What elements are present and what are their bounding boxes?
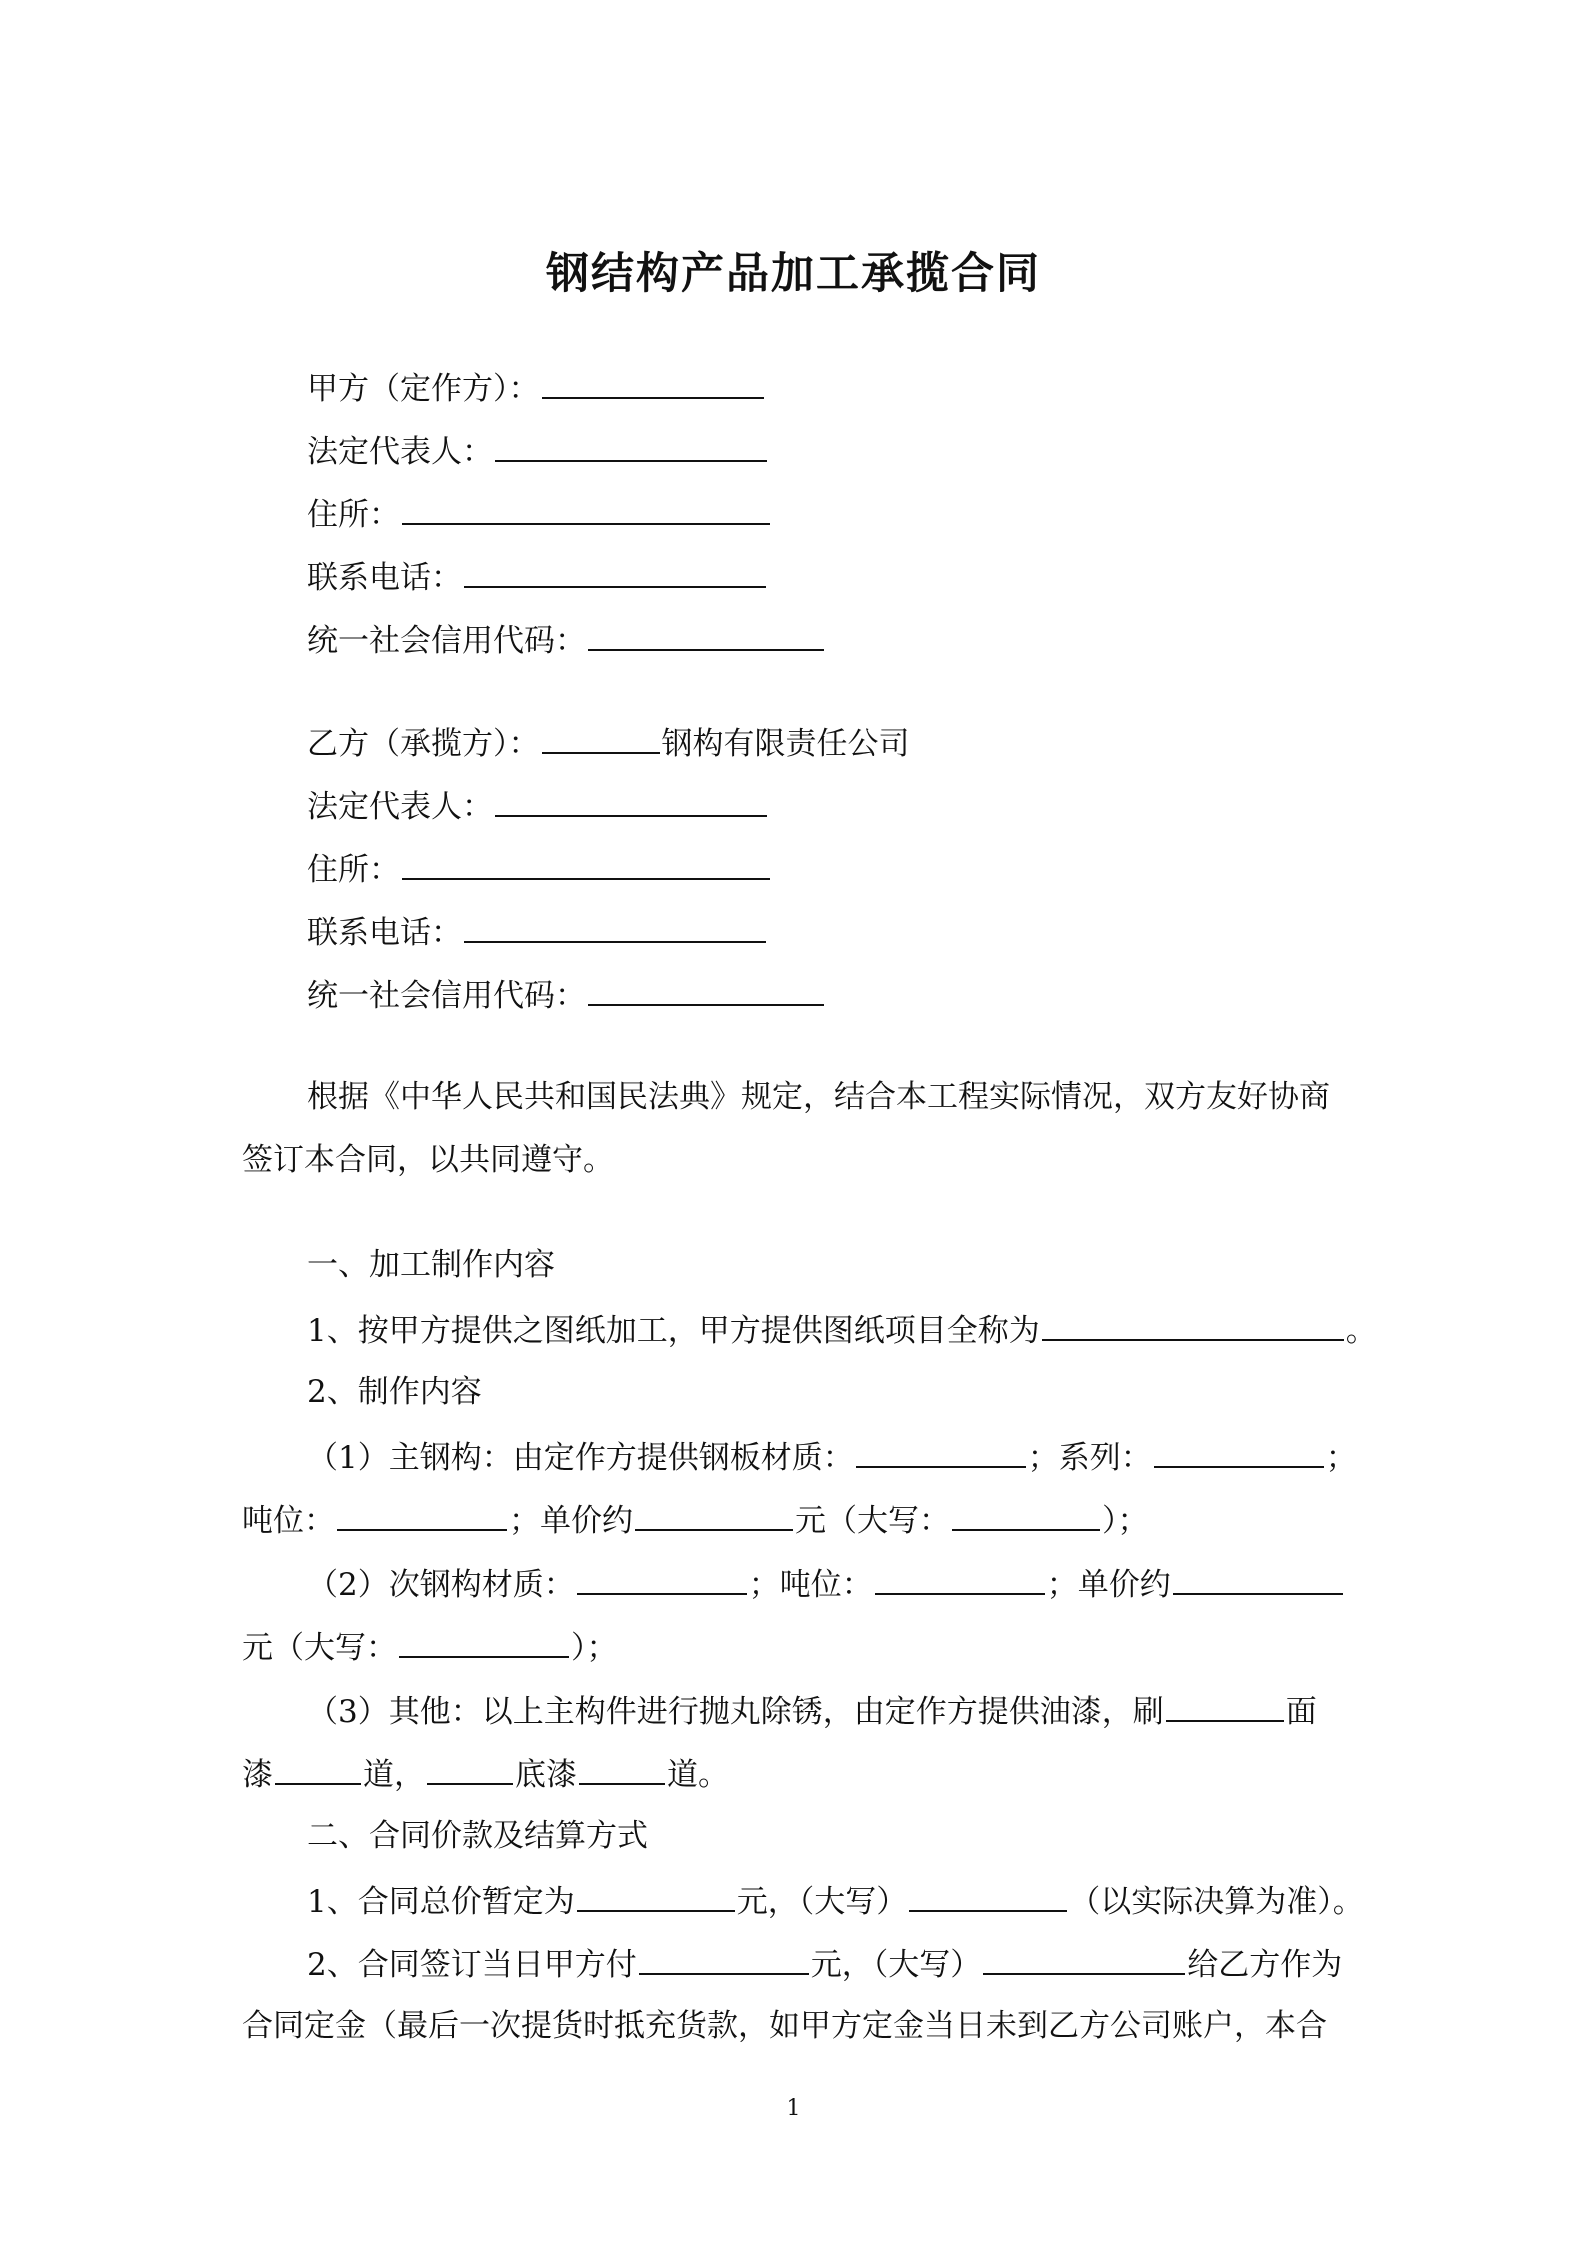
sub3-pass: 道，: [363, 1757, 425, 1793]
sub1-semicolon: ；: [1325, 1440, 1357, 1476]
section2-heading: 二、合同价款及结算方式: [307, 1818, 648, 1854]
secondary-material-blank: [577, 1563, 747, 1595]
section1-heading: 一、加工制作内容: [307, 1247, 555, 1283]
steel-material-blank: [856, 1436, 1026, 1468]
party-a-phone-label: 联系电话：: [307, 560, 462, 596]
party-b-phone-blank: [464, 911, 766, 943]
section2-item1: [307, 1880, 1364, 1922]
sub1-close: ）；: [1102, 1503, 1149, 1539]
party-b-name-line: [307, 722, 910, 764]
party-b-credit-label: 统一社会信用代码：: [307, 978, 586, 1014]
primer-type-blank: [427, 1753, 513, 1785]
party-b-address-label: 住所：: [307, 852, 400, 888]
series-blank: [1154, 1436, 1324, 1468]
party-a-rep-line: [307, 430, 769, 472]
party-a-name-line: [307, 367, 766, 409]
sub1-line-1: [307, 1436, 1357, 1478]
total-capital-label: 元，（大写）: [736, 1884, 908, 1920]
sub3-paint: 漆: [242, 1757, 273, 1793]
sub1-line-2: [242, 1499, 1149, 1541]
page-number: 1: [786, 2096, 801, 2121]
preamble-line-1: 根据《中华人民共和国民法典》规定，结合本工程实际情况，双方友好协商: [307, 1079, 1330, 1115]
deposit-to-party-b: 给乙方作为: [1187, 1947, 1343, 1983]
party-a-address-label: 住所：: [307, 497, 400, 533]
sub2-material-label: （2）次钢构材质：: [307, 1567, 575, 1603]
party-b-name-blank: [542, 722, 660, 754]
project-name-blank: [1042, 1309, 1344, 1341]
section1-item2: 2、制作内容: [307, 1374, 482, 1410]
deposit-label: 2、合同签订当日甲方付: [307, 1947, 637, 1983]
total-note: （以实际决算为准）。: [1069, 1884, 1364, 1920]
sub3-line-1: [307, 1690, 1317, 1732]
deposit-capital-blank: [983, 1943, 1185, 1975]
party-a-rep-label: 法定代表人：: [307, 434, 493, 470]
capital-blank: [952, 1499, 1100, 1531]
party-b-company-suffix: 钢构有限责任公司: [661, 726, 910, 762]
section2-item2-line-2: 合同定金（最后一次提货时抵充货款，如甲方定金当日未到乙方公司账户，本合: [242, 2008, 1327, 2044]
sub3-end: 道。: [667, 1757, 729, 1793]
sub2-line-2: [242, 1626, 618, 1668]
page-title: 钢结构产品加工承揽合同: [546, 249, 1041, 299]
party-b-phone-label: 联系电话：: [307, 915, 462, 951]
party-b-credit-blank: [588, 974, 824, 1006]
sub3-primer: 底漆: [515, 1757, 577, 1793]
party-a-credit-line: [307, 619, 826, 661]
total-capital-blank: [909, 1880, 1067, 1912]
secondary-capital-blank: [399, 1626, 569, 1658]
deposit-capital-label: 元，（大写）: [810, 1947, 982, 1983]
party-b-rep-blank: [495, 785, 767, 817]
party-a-credit-label: 统一社会信用代码：: [307, 623, 586, 659]
party-a-rep-blank: [495, 430, 767, 462]
party-b-address-line: [307, 848, 772, 890]
item1-end: 。: [1345, 1313, 1377, 1349]
sub1-material-label: （1）主钢构：由定作方提供钢板材质：: [307, 1440, 854, 1476]
sub3-face: 面: [1285, 1694, 1317, 1730]
sub2-tonnage-label: ；吨位：: [748, 1567, 873, 1603]
total-price-blank: [577, 1880, 735, 1912]
unit-price-blank: [635, 1499, 793, 1531]
party-a-phone-line: [307, 556, 768, 598]
unit-price-label: ；单价约: [509, 1503, 633, 1539]
topcoat-layers-blank: [275, 1753, 361, 1785]
party-a-phone-blank: [464, 556, 766, 588]
sub3-text: （3）其他：以上主构件进行抛丸除锈，由定作方提供油漆，刷: [307, 1694, 1164, 1730]
party-b-credit-line: [307, 974, 826, 1016]
deposit-amount-blank: [639, 1943, 809, 1975]
capital-label: 元（大写：: [795, 1503, 950, 1539]
party-a-address-line: [307, 493, 772, 535]
party-b-rep-label: 法定代表人：: [307, 789, 493, 825]
party-b-name-label: 乙方（承揽方）：: [307, 726, 540, 762]
preamble-line-2: 签订本合同，以共同遵守。: [242, 1142, 614, 1178]
party-a-credit-blank: [588, 619, 824, 651]
sub2-capital-label: 元（大写：: [242, 1630, 397, 1666]
item1-text: 1、按甲方提供之图纸加工，甲方提供图纸项目全称为: [307, 1313, 1040, 1349]
total-price-label: 1、合同总价暂定为: [307, 1884, 575, 1920]
sub3-line-2: [242, 1753, 729, 1795]
party-a-name-blank: [542, 367, 764, 399]
secondary-tonnage-blank: [875, 1563, 1045, 1595]
party-b-rep-line: [307, 785, 769, 827]
sub2-close: ）；: [571, 1630, 618, 1666]
sub2-line-1: [307, 1563, 1345, 1605]
secondary-price-blank: [1173, 1563, 1343, 1595]
party-a-address-blank: [402, 493, 770, 525]
primer-layers-blank: [579, 1753, 665, 1785]
party-b-address-blank: [402, 848, 770, 880]
tonnage-label: 吨位：: [242, 1503, 335, 1539]
party-b-phone-line: [307, 911, 768, 953]
tonnage-blank: [337, 1499, 507, 1531]
sub1-series-label: ；系列：: [1027, 1440, 1152, 1476]
sub2-unit-price-label: ；单价约: [1046, 1567, 1171, 1603]
section1-item1: [307, 1309, 1377, 1351]
section2-item2-line-1: [307, 1943, 1342, 1985]
topcoat-count-blank: [1166, 1690, 1284, 1722]
party-a-name-label: 甲方（定作方）：: [307, 371, 540, 407]
